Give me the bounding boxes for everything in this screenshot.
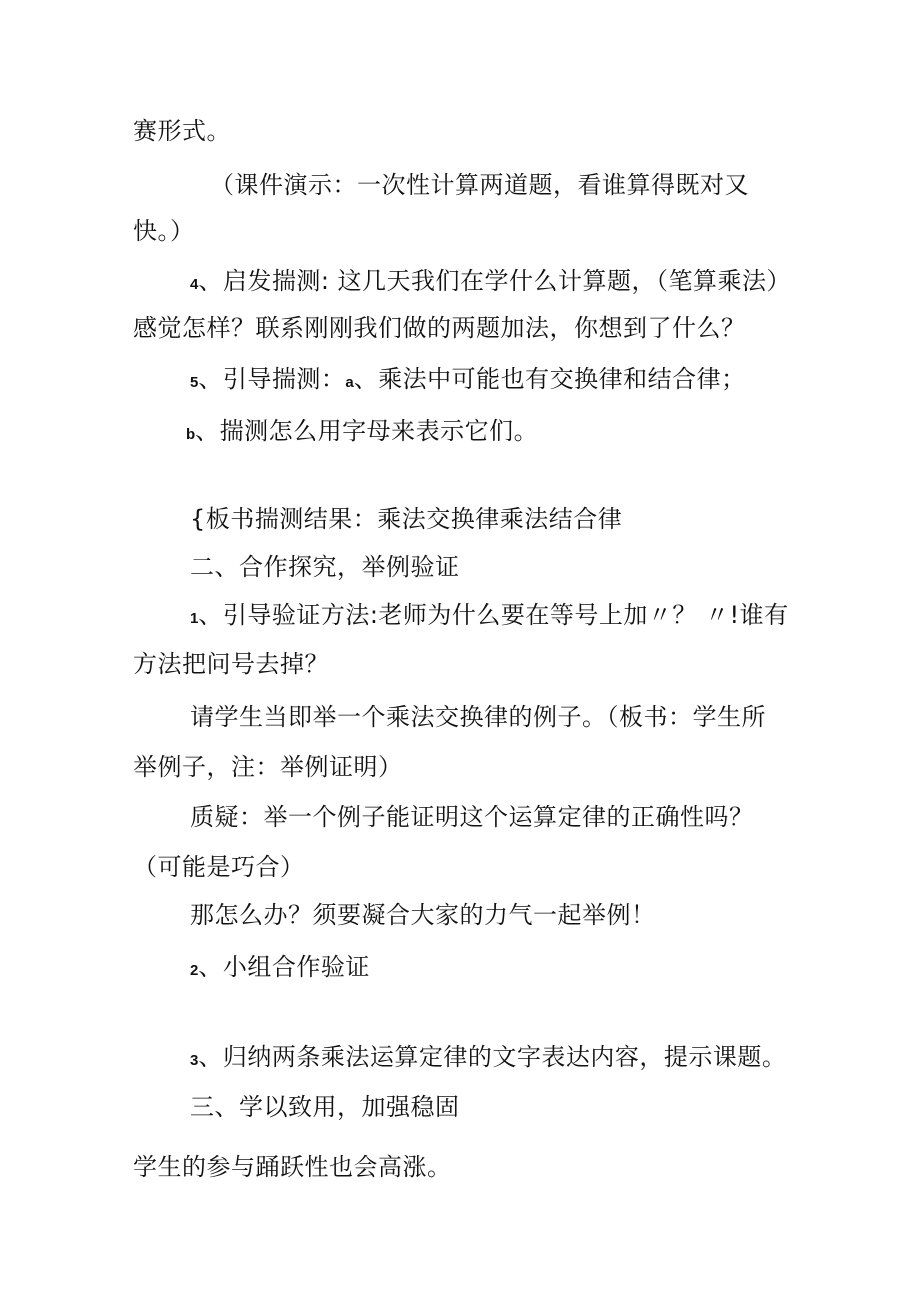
text-line-12: 请学生当即举一个乘法交换律的例子。（板书：学生所: [190, 703, 766, 731]
list-marker: 2: [190, 962, 199, 979]
text-line-20: 学生的参与踊跃性也会高涨。: [133, 1153, 452, 1181]
text-line-16: 那怎么办？须要凝合大家的力气一起举例！: [190, 901, 656, 929]
text-line-3: 快。）: [133, 217, 195, 245]
text-line-2: （课件演示：一次性计算两道题，看谁算得既对又: [210, 171, 749, 199]
text-line-17: 2、小组合作验证: [190, 953, 370, 981]
text-line-5: 感觉怎样？联系刚刚我们做的两题加法，你想到了什么？: [133, 314, 746, 342]
text-line-18: 3、归纳两条乘法运算定律的文字表达内容，提示课题。: [190, 1043, 787, 1071]
text-line-6: 5、引导揣测：a、乘法中可能也有交换律和结合律；: [190, 365, 746, 393]
text-line-8: {板书揣测结果：乘法交换律乘法结合律: [190, 505, 623, 533]
list-marker: 1: [190, 610, 199, 627]
text-line-10: 1、引导验证方法:老师为什么要在等号上加〃？ 〃!谁有: [190, 601, 789, 629]
list-marker: 5: [190, 374, 199, 391]
text-line-13: 举例子，注：举例证明）: [133, 753, 403, 781]
section-heading-2: 二、合作探究，举例验证: [190, 553, 460, 581]
text-line-14: 质疑：举一个例子能证明这个运算定律的正确性吗？: [190, 803, 754, 831]
list-marker: 3: [190, 1052, 199, 1069]
text-line-4: 4、启发揣测: 这几天我们在学什么计算题，（笔算乘法）: [190, 267, 792, 295]
list-marker: 4: [190, 276, 199, 293]
text-line-1: 赛形式。: [133, 117, 231, 145]
section-heading-3: 三、学以致用，加强稳固: [190, 1093, 460, 1121]
list-marker: a: [345, 374, 354, 391]
list-marker: b: [186, 426, 196, 443]
text-line-11: 方法把问号去掉？: [133, 650, 329, 678]
text-line-7: b、揣测怎么用字母来表示它们。: [186, 417, 539, 445]
text-line-15: （可能是巧合）: [133, 853, 305, 881]
